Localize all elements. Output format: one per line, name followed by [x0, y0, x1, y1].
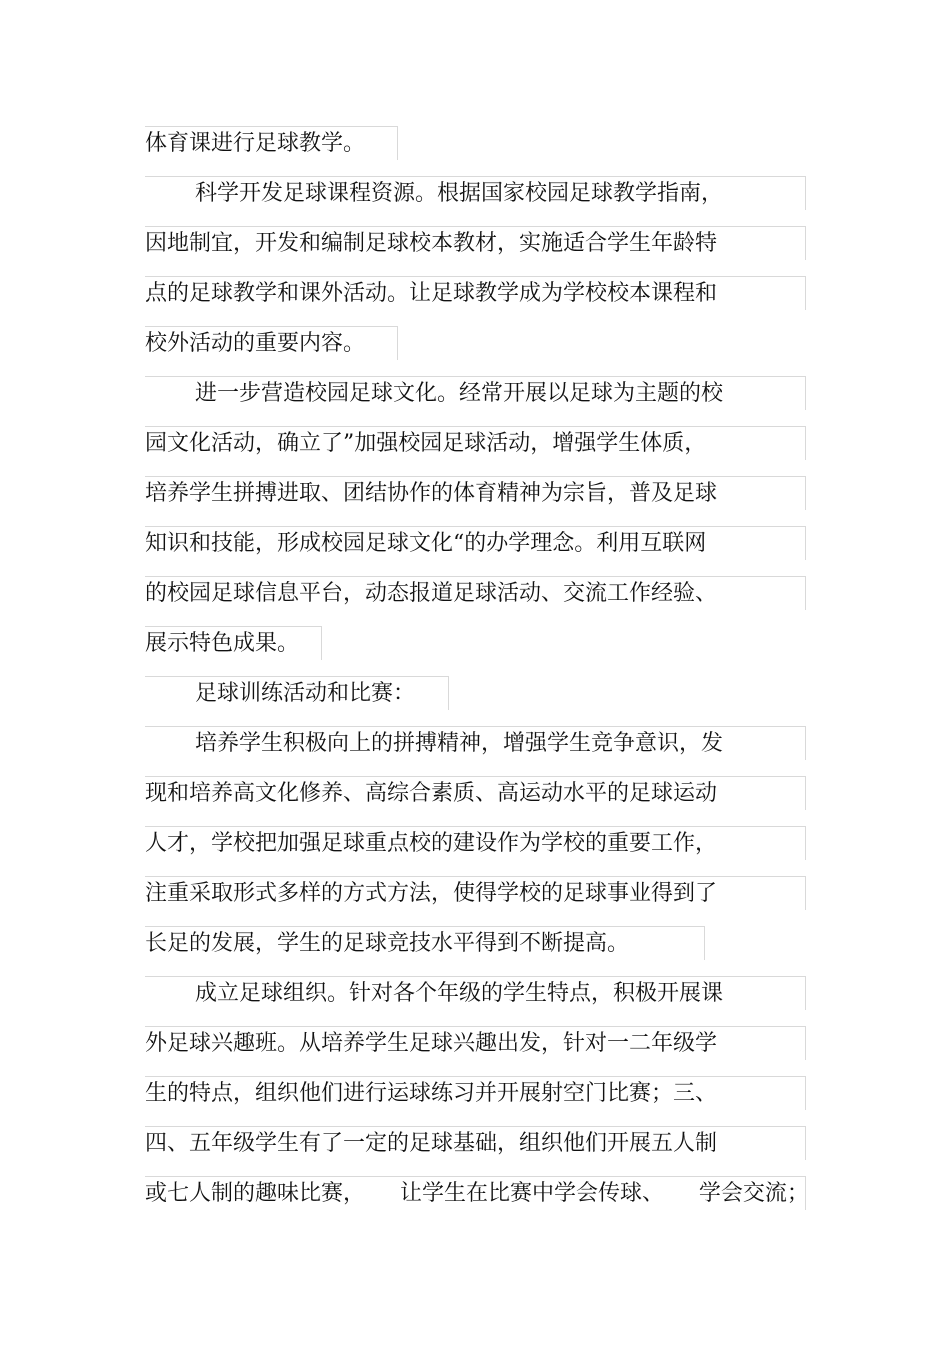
text-line-2: 科学开发足球课程资源。根据国家校园足球教学指南， [145, 176, 806, 210]
text-line-15: 人才，学校把加强足球重点校的建设作为学校的重要工作， [145, 826, 806, 860]
text-line-3: 因地制宜，开发和编制足球校本教材，实施适合学生年龄特 [145, 226, 806, 260]
text-line-6: 进一步营造校园足球文化。经常开展以足球为主题的校 [145, 376, 806, 410]
text-line-9: 知识和技能，形成校园足球文化“的办学理念。利用互联网 [145, 526, 806, 560]
text-line-4: 点的足球教学和课外活动。让足球教学成为学校校本课程和 [145, 276, 806, 310]
text-line-5: 校外活动的重要内容。 [145, 326, 398, 360]
text-line-18: 成立足球组织。针对各个年级的学生特点，积极开展课 [145, 976, 806, 1010]
text-line-22: 或七人制的趣味比赛， 让学生在比赛中学会传球、 学会交流； [145, 1176, 806, 1210]
text-line-20: 生的特点，组织他们进行运球练习并开展射空门比赛；三、 [145, 1076, 806, 1110]
text-line-7: 园文化活动，确立了”加强校园足球活动，增强学生体质， [145, 426, 806, 460]
text-line-16: 注重采取形式多样的方式方法，使得学校的足球事业得到了 [145, 876, 806, 910]
text-line-21: 四、五年级学生有了一定的足球基础，组织他们开展五人制 [145, 1126, 806, 1160]
text-line-11: 展示特色成果。 [145, 626, 322, 660]
text-line-13: 培养学生积极向上的拼搏精神，增强学生竞争意识，发 [145, 726, 806, 760]
text-line-10: 的校园足球信息平台，动态报道足球活动、交流工作经验、 [145, 576, 806, 610]
text-line-12: 足球训练活动和比赛： [145, 676, 449, 710]
text-line-8: 培养学生拼搏进取、团结协作的体育精神为宗旨，普及足球 [145, 476, 806, 510]
text-line-14: 现和培养高文化修养、高综合素质、高运动水平的足球运动 [145, 776, 806, 810]
text-line-19: 外足球兴趣班。从培养学生足球兴趣出发，针对一二年级学 [145, 1026, 806, 1060]
text-line-1: 体育课进行足球教学。 [145, 126, 398, 160]
text-line-17: 长足的发展，学生的足球竞技水平得到不断提高。 [145, 926, 705, 960]
